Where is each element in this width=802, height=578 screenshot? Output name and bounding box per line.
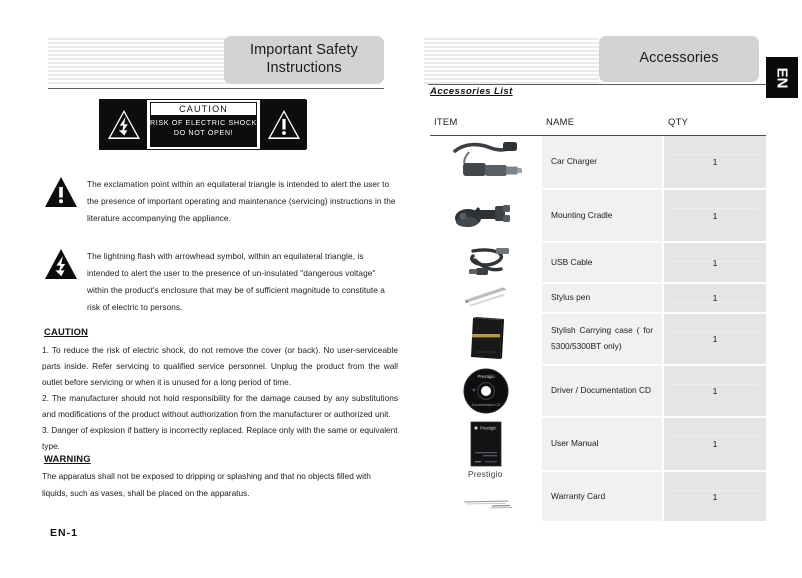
accessory-name: User Manual [542, 418, 664, 470]
driver-cd-image [430, 366, 542, 416]
table-header-row [430, 116, 766, 135]
caution-label-box [99, 99, 306, 150]
accessory-name: USB Cable [542, 243, 664, 282]
header-divider [48, 88, 384, 89]
svg-text:Prestigio: Prestigio [477, 374, 495, 379]
accessory-name: Warranty Card [542, 472, 664, 521]
table-row [430, 366, 766, 418]
accessory-name: Driver / Documentation CD [542, 366, 664, 416]
carrying-case-image [430, 314, 542, 364]
caution-risk-text [150, 116, 257, 147]
column-header-name: NAME [546, 116, 575, 127]
usb-cable-image [430, 243, 542, 282]
header-stripe-decoration [48, 36, 232, 84]
svg-text:Prestigio: Prestigio [480, 425, 497, 431]
lightning-bolt-triangle-icon [100, 100, 147, 149]
warning-heading: WARNING [44, 453, 91, 464]
table-row [430, 243, 766, 284]
car-charger-image [430, 136, 542, 188]
page-title-line-2: Instructions [266, 60, 342, 76]
accessories-list-label: Accessories List [430, 86, 513, 97]
caution-body [42, 342, 398, 454]
table-row [430, 136, 766, 190]
stylus-pen-image [430, 284, 542, 312]
accessory-qty: 1 [664, 472, 766, 521]
caution-item-1: 1. To reduce the risk of electric shock, do not remove the cover (or back). No user-serviceable parts inside. Refer servicing to qualified service personnel. Unplug the product from the wall outlet before servicing or when it is unused for a long period of time. [42, 345, 398, 387]
language-tab-label: EN [773, 67, 791, 88]
exclamation-triangle-icon [260, 100, 307, 149]
risk-line-2: DO NOT OPEN! [173, 128, 234, 138]
accessories-header-divider [428, 84, 768, 85]
caution-item-3: 3. Danger of explosion if battery is incorrectly replaced. Replace only with the same or equivalent type. [42, 425, 398, 451]
table-body [430, 136, 766, 521]
svg-text:Documentation CD: Documentation CD [471, 403, 501, 407]
accessory-qty: 1 [664, 366, 766, 416]
accessory-name: Mounting Cradle [542, 190, 664, 241]
warranty-card-line-art [462, 496, 518, 512]
accessories-title-box [599, 36, 759, 82]
page-number: EN-1 [50, 527, 78, 539]
caution-heading: CAUTION [44, 326, 89, 337]
mounting-cradle-image [430, 190, 542, 241]
risk-line-1: RISK OF ELECTRIC SHOCK [150, 118, 258, 127]
exclamation-triangle-icon [44, 176, 78, 209]
caution-item-2: 2. The manufacturer should not hold responsibility for the damage caused by any substitutions and modifications of the product without authorization from the manufacturer or authorized unit. [42, 393, 398, 419]
user-manual-image [430, 418, 542, 470]
accessory-qty: 1 [664, 314, 766, 364]
caution-word: CAUTION [150, 102, 257, 116]
table-row [430, 190, 766, 243]
column-header-item: ITEM [434, 116, 458, 127]
table-row [430, 418, 766, 472]
accessory-qty: 1 [664, 284, 766, 312]
notice-exclamation [44, 176, 396, 227]
warning-body [42, 468, 398, 502]
accessories-table [430, 116, 766, 521]
notice-exclamation-text: The exclamation point within an equilateral triangle is intended to alert the user to the presence of important operating and maintenance (servicing) instructions in the literature accompanying the appliance. [87, 179, 396, 223]
accessory-qty: 1 [664, 136, 766, 188]
accessory-name: Stylus pen [542, 284, 664, 312]
accessory-name: Stylish Carrying case ( for 5300/5300BT only) [542, 314, 664, 364]
accessories-title: Accessories [639, 50, 719, 67]
table-row [430, 284, 766, 314]
notice-lightning [44, 248, 396, 316]
accessory-qty: 1 [664, 190, 766, 241]
accessory-name: Car Charger [542, 136, 664, 188]
page-title-box [224, 36, 384, 84]
column-header-qty: QTY [668, 116, 689, 127]
lightning-bolt-triangle-icon [44, 248, 78, 281]
table-row [430, 314, 766, 366]
header-stripe-decoration-right [424, 36, 599, 84]
brand-caption: Prestigio [468, 470, 503, 479]
warning-text: The apparatus shall not be exposed to dripping or splashing and that no objects filled with liquids, such as vases, shall be placed on the apparatus. [42, 471, 371, 498]
notice-lightning-text: The lightning flash with arrowhead symbol, within an equilateral triangle, is intended to alert the user to the presence of un-insulated "dangerous voltage" within the product's enclosure that may be of sufficient magnitude to constitute a risk of electric to persons. [87, 251, 385, 312]
accessory-qty: 1 [664, 243, 766, 282]
language-tab-en [766, 57, 798, 98]
page-title-line-1: Important Safety [250, 42, 358, 59]
accessory-qty: 1 [664, 418, 766, 470]
